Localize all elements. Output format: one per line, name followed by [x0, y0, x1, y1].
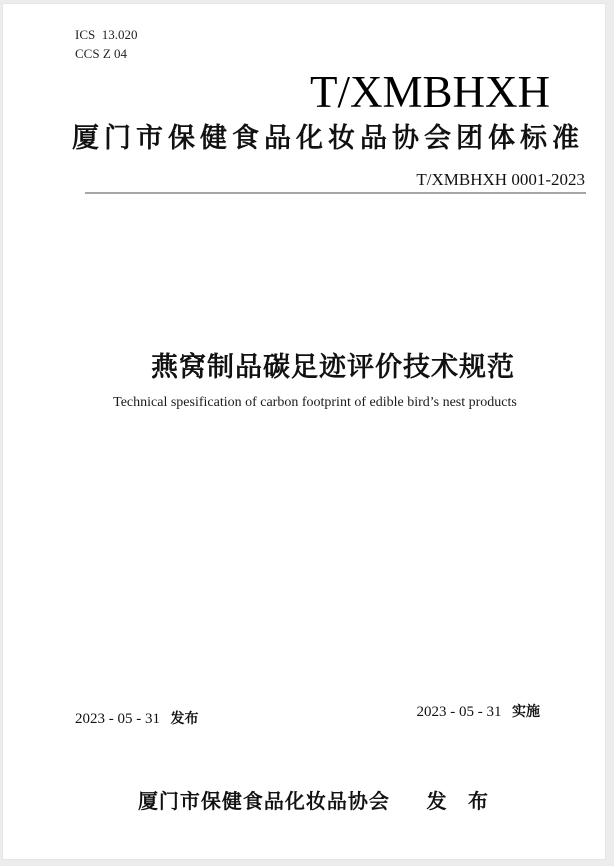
implementation-date-label: 实施	[512, 703, 540, 719]
publish-action-label: 发 布	[426, 791, 497, 813]
ccs-code: CCS Z 04	[75, 46, 128, 61]
ics-code: ICS 13.020	[75, 27, 138, 42]
implementation-date	[0, 701, 540, 721]
document-title-en: Technical spesification of carbon footprint of edible bird’s nest products	[113, 395, 517, 410]
header-divider	[85, 192, 586, 194]
issue-date-label: 发布	[170, 710, 199, 726]
publisher-line	[0, 785, 614, 814]
document-title-zh: 燕窝制品碳足迹评价技术规范	[151, 352, 515, 382]
standard-code-logo: T/XMBHXH	[309, 67, 550, 117]
implementation-date-value: 2023 - 05 - 31	[416, 704, 502, 720]
standard-number: T/XMBHXH 0001-2023	[416, 170, 585, 189]
association-standard-header: 厦门市保健食品化妆品协会团体标准	[72, 123, 584, 153]
issue-date-value: 2023 - 05 - 31	[75, 711, 160, 727]
publisher-name: 厦门市保健食品化妆品协会	[137, 791, 390, 813]
classification-codes	[75, 25, 137, 63]
